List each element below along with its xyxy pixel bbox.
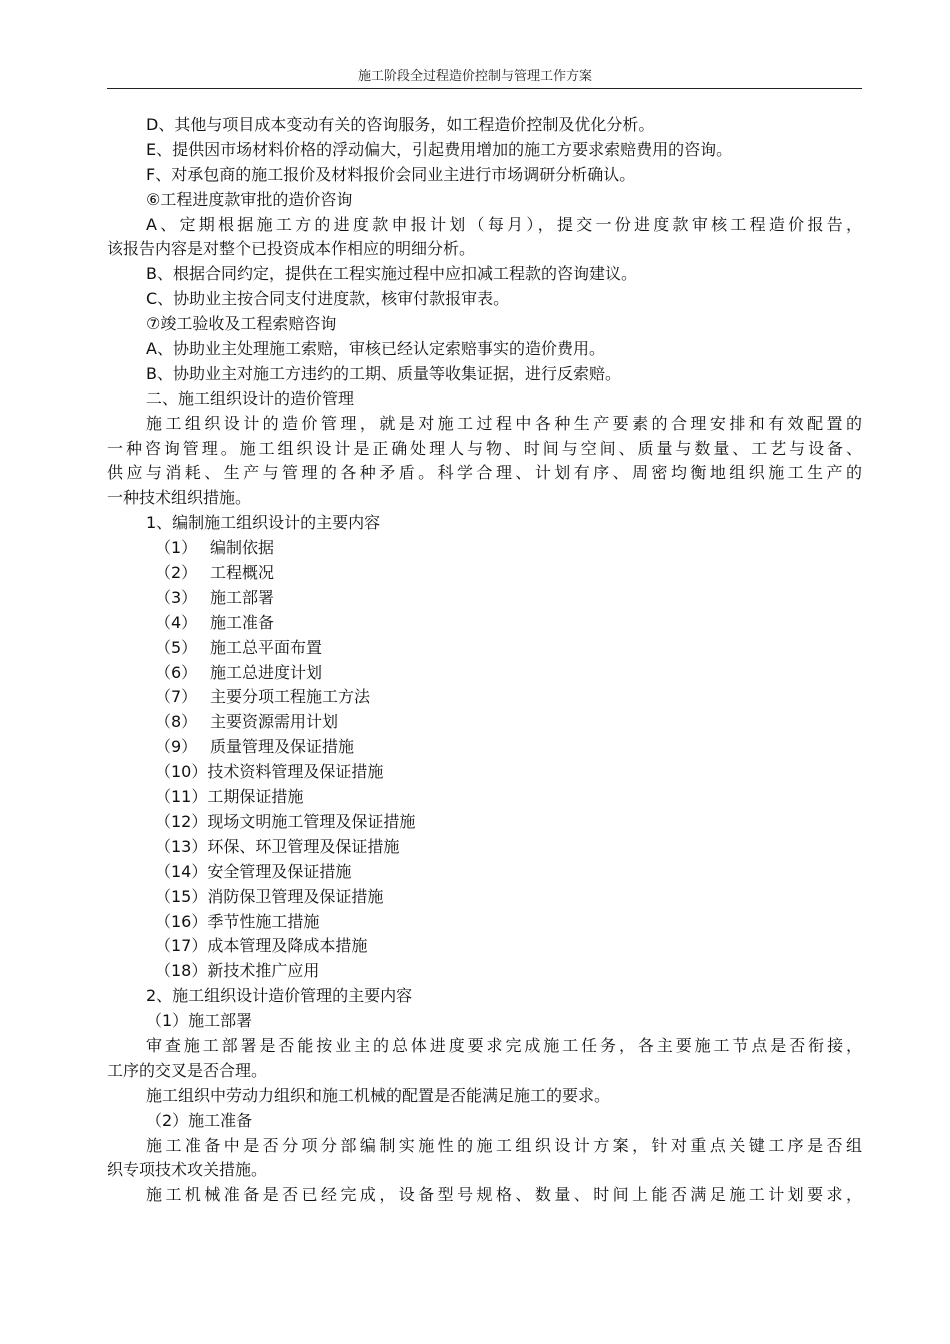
list-item: （16）季节性施工措施 bbox=[155, 911, 320, 931]
paragraph-line: 施工机械准备是否已经完成，设备型号规格、数量、时间上能否满足施工计划要求， bbox=[146, 1185, 862, 1205]
list-item bbox=[107, 661, 862, 686]
section-heading: 二、施工组织设计的造价管理 bbox=[146, 388, 355, 408]
list-item bbox=[107, 586, 862, 611]
list-item bbox=[107, 636, 862, 661]
paragraph-line: 一种技术组织措施。 bbox=[107, 488, 252, 508]
list-item: （15）消防保卫管理及保证措施 bbox=[155, 886, 384, 906]
list-item bbox=[107, 561, 862, 586]
list-item-text: 施工部署 bbox=[210, 587, 275, 607]
list-item-number: （3） bbox=[155, 587, 198, 607]
paragraph-line: 该报告内容是对整个已投资成本作相应的明细分析。 bbox=[107, 239, 476, 259]
subsection-heading: （1）施工部署 bbox=[146, 1011, 253, 1031]
list-item-number: （7） bbox=[155, 687, 198, 707]
section-heading: ⑦竣工验收及工程索赔咨询 bbox=[146, 314, 337, 334]
list-item-text: 施工总平面布置 bbox=[210, 637, 323, 657]
paragraph-line: 供应与消耗、生产与管理的各种矛盾。科学合理、计划有序、周密均衡地组织施工生产的 bbox=[107, 463, 862, 483]
paragraph-line: A、协助业主处理施工索赔，审核已经认定索赔事实的造价费用。 bbox=[146, 339, 605, 359]
subsection-heading: （2）施工准备 bbox=[146, 1110, 253, 1130]
paragraph-line: A、定期根据施工方的进度款申报计划（每月），提交一份进度款审核工程造价报告， bbox=[146, 214, 862, 234]
list-item-text: 施工总进度计划 bbox=[210, 662, 323, 682]
list-item-text: 主要资源需用计划 bbox=[210, 712, 339, 732]
list-item-number: （9） bbox=[155, 737, 198, 757]
list-item bbox=[107, 611, 862, 636]
list-item: （17）成本管理及降成本措施 bbox=[155, 936, 368, 956]
paragraph-line: B、根据合同约定，提供在工程实施过程中应扣减工程款的咨询建议。 bbox=[146, 264, 637, 284]
paragraph-line: 织专项技术攻关措施。 bbox=[107, 1160, 268, 1180]
paragraph-line: D、其他与项目成本变动有关的咨询服务，如工程造价控制及优化分析。 bbox=[146, 115, 655, 134]
subsection-heading: 1、编制施工组织设计的主要内容 bbox=[146, 513, 381, 533]
paragraph-line: 施工组织设计的造价管理，就是对施工过程中各种生产要素的合理安排和有效配置的 bbox=[146, 413, 862, 433]
list-item: （10）技术资料管理及保证措施 bbox=[155, 762, 384, 782]
list-item-number: （4） bbox=[155, 612, 198, 632]
paragraph-line: 工序的交叉是否合理。 bbox=[107, 1060, 268, 1080]
subsection-heading: 2、施工组织设计造价管理的主要内容 bbox=[146, 986, 413, 1006]
paragraph-line: 审查施工部署是否能按业主的总体进度要求完成施工任务，各主要施工节点是否衔接， bbox=[146, 1035, 862, 1055]
list-item bbox=[107, 735, 862, 760]
list-item-text: 工程概况 bbox=[210, 563, 275, 583]
list-item: （13）环保、环卫管理及保证措施 bbox=[155, 836, 400, 856]
list-item-number: （2） bbox=[155, 563, 198, 583]
paragraph-line: 施工准备中是否分项分部编制实施性的施工组织设计方案，针对重点关键工序是否组 bbox=[146, 1135, 862, 1155]
paragraph-line: 施工组织中劳动力组织和施工机械的配置是否能满足施工的要求。 bbox=[146, 1085, 611, 1105]
list-item-number: （6） bbox=[155, 662, 198, 682]
paragraph-line: F、对承包商的施工报价及材料报价会同业主进行市场调研分析确认。 bbox=[146, 164, 636, 184]
list-item-text: 主要分项工程施工方法 bbox=[210, 687, 371, 707]
section-heading: ⑥工程进度款审批的造价咨询 bbox=[146, 189, 353, 209]
list-item-text: 编制依据 bbox=[210, 538, 275, 558]
list-item bbox=[107, 536, 862, 561]
paragraph-line: 一种咨询管理。施工组织设计是正确处理人与物、时间与空间、质量与数量、工艺与设备、 bbox=[107, 438, 862, 458]
paragraph-line: B、协助业主对施工方违约的工期、质量等收集证据，进行反索赔。 bbox=[146, 363, 621, 383]
list-item-text: 质量管理及保证措施 bbox=[210, 737, 355, 757]
paragraph-line: E、提供因市场材料价格的浮动偏大，引起费用增加的施工方要求索赔费用的咨询。 bbox=[146, 139, 733, 159]
header-divider bbox=[107, 88, 862, 89]
list-item: （11）工期保证措施 bbox=[155, 787, 304, 807]
list-item bbox=[107, 710, 862, 735]
list-item-number: （8） bbox=[155, 712, 198, 732]
list-item-number: （1） bbox=[155, 538, 198, 558]
list-item bbox=[107, 685, 862, 710]
list-item: （12）现场文明施工管理及保证措施 bbox=[155, 811, 416, 831]
document-body bbox=[107, 113, 862, 1208]
list-item-number: （5） bbox=[155, 637, 198, 657]
list-item: （18）新技术推广应用 bbox=[155, 961, 320, 981]
list-item-text: 施工准备 bbox=[210, 612, 275, 632]
running-header: 施工阶段全过程造价控制与管理工作方案 bbox=[357, 69, 592, 84]
paragraph-line: C、协助业主按合同支付进度款，核审付款报审表。 bbox=[146, 289, 510, 309]
list-item: （14）安全管理及保证措施 bbox=[155, 861, 352, 881]
